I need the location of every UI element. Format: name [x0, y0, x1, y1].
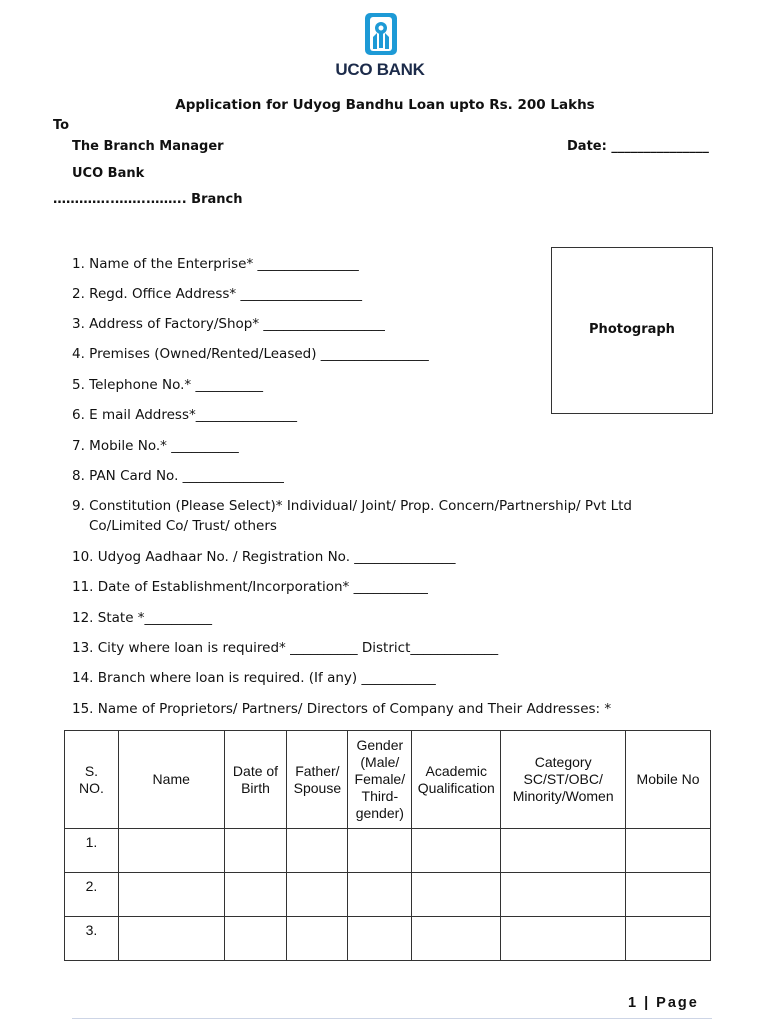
footer-divider	[72, 1018, 712, 1019]
field-regd-office[interactable]: 2. Regd. Office Address* __________________	[72, 286, 362, 302]
photograph-label: Photograph	[589, 322, 675, 337]
field-proprietors-heading: 15. Name of Proprietors/ Partners/ Directors of Company and Their Addresses: *	[72, 701, 612, 717]
page-number: 1 | Page	[628, 995, 699, 1011]
table-header-row	[65, 731, 711, 829]
row-sno: 3.	[65, 917, 119, 961]
field-constitution-cont: Co/Limited Co/ Trust/ others	[89, 518, 277, 534]
cell-gender[interactable]	[348, 829, 412, 873]
cell-gender[interactable]	[348, 873, 412, 917]
header-gender: Gender (Male/ Female/ Third- gender)	[348, 731, 412, 829]
bank-name: UCO BANK	[335, 60, 425, 79]
cell-qualification[interactable]	[412, 829, 501, 873]
table-row	[65, 829, 711, 873]
field-udyog-aadhaar[interactable]: 10. Udyog Aadhaar No. / Registration No. _______________	[72, 549, 456, 565]
cell-dob[interactable]	[224, 917, 287, 961]
cell-dob[interactable]	[224, 873, 287, 917]
field-establishment-date[interactable]: 11. Date of Establishment/Incorporation* ___________	[72, 579, 428, 595]
bank-line: UCO Bank	[72, 166, 145, 181]
cell-name[interactable]	[118, 917, 224, 961]
field-constitution[interactable]: 9. Constitution (Please Select)* Individual/ Joint/ Prop. Concern/Partnership/ Pvt Ltd	[72, 498, 632, 514]
cell-mobile[interactable]	[626, 917, 711, 961]
table-row	[65, 873, 711, 917]
header-category: Category SC/ST/OBC/ Minority/Women	[501, 731, 626, 829]
cell-father-spouse[interactable]	[287, 917, 348, 961]
to-label: To	[53, 118, 70, 133]
cell-mobile[interactable]	[626, 829, 711, 873]
cell-qualification[interactable]	[412, 917, 501, 961]
cell-qualification[interactable]	[412, 873, 501, 917]
form-title: Application for Udyog Bandhu Loan upto Rs. 200 Lakhs	[175, 97, 595, 113]
field-factory-address[interactable]: 3. Address of Factory/Shop* __________________	[72, 316, 385, 332]
cell-name[interactable]	[118, 873, 224, 917]
cell-mobile[interactable]	[626, 873, 711, 917]
field-email[interactable]: 6. E mail Address*_______________	[72, 407, 297, 423]
header-sno: S. NO.	[65, 731, 119, 829]
field-telephone[interactable]: 5. Telephone No.* __________	[72, 377, 263, 393]
field-mobile[interactable]: 7. Mobile No.* __________	[72, 438, 239, 454]
proprietors-table	[64, 730, 711, 961]
table-row	[65, 917, 711, 961]
cell-gender[interactable]	[348, 917, 412, 961]
row-sno: 2.	[65, 873, 119, 917]
field-premises[interactable]: 4. Premises (Owned/Rented/Leased) ________________	[72, 346, 429, 362]
field-pan[interactable]: 8. PAN Card No. _______________	[72, 468, 284, 484]
header-name: Name	[118, 731, 224, 829]
cell-dob[interactable]	[224, 829, 287, 873]
header-father-spouse: Father/ Spouse	[287, 731, 348, 829]
date-field[interactable]: Date: _______________	[567, 139, 709, 154]
branch-field[interactable]: …………..……..…….. Branch	[53, 192, 243, 207]
field-state[interactable]: 12. State *__________	[72, 610, 213, 626]
header-mobile: Mobile No	[626, 731, 711, 829]
header-qualification: Academic Qualification	[412, 731, 501, 829]
cell-category[interactable]	[501, 917, 626, 961]
photograph-box	[551, 247, 713, 414]
cell-category[interactable]	[501, 829, 626, 873]
cell-name[interactable]	[118, 829, 224, 873]
cell-father-spouse[interactable]	[287, 829, 348, 873]
cell-father-spouse[interactable]	[287, 873, 348, 917]
cell-category[interactable]	[501, 873, 626, 917]
addressee: The Branch Manager	[72, 139, 224, 154]
field-branch[interactable]: 14. Branch where loan is required. (If any) ___________	[72, 670, 436, 686]
field-enterprise-name[interactable]: 1. Name of the Enterprise* _______________	[72, 256, 359, 272]
header-dob: Date of Birth	[224, 731, 287, 829]
field-city-district[interactable]: 13. City where loan is required* __________ District_____________	[72, 640, 499, 656]
uco-bank-logo	[364, 12, 398, 56]
row-sno: 1.	[65, 829, 119, 873]
